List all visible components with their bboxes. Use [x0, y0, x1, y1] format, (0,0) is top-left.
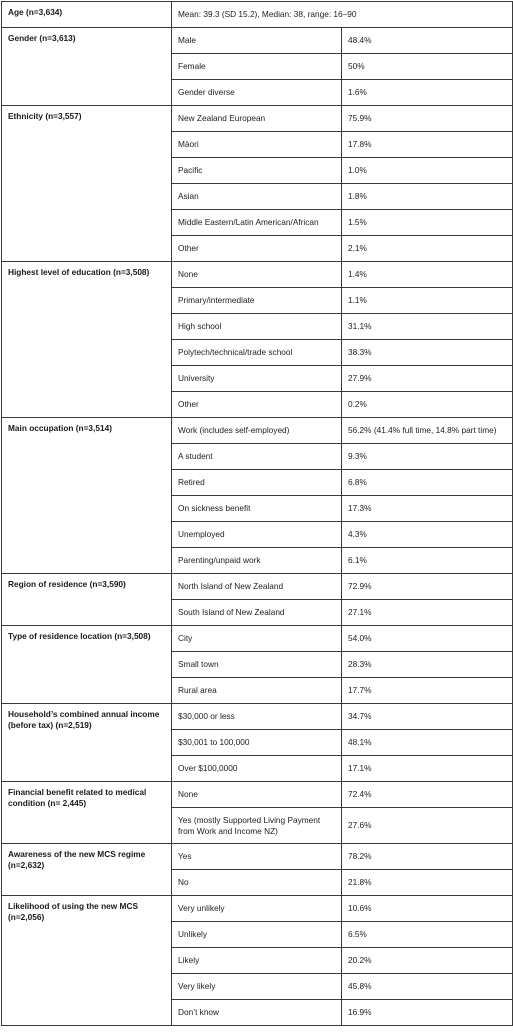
value-cell: 17.7% [342, 678, 513, 704]
category-cell: None [172, 782, 342, 808]
value-cell: 1.1% [342, 288, 513, 314]
row-label: Awareness of the new MCS regime (n=2,632) [2, 844, 172, 896]
demographics-table [1, 1, 513, 1026]
category-cell: Likely [172, 948, 342, 974]
value-cell: 34.7% [342, 704, 513, 730]
row-label: Household’s combined annual income (before tax) (n=2,519) [2, 704, 172, 782]
category-cell: Work (includes self-employed) [172, 418, 342, 444]
table-row [2, 106, 513, 132]
value-cell: 48.4% [342, 28, 513, 54]
table-row [2, 844, 513, 870]
category-cell: Māori [172, 132, 342, 158]
demographics-table-body [2, 2, 513, 1026]
row-label: Ethnicity (n=3,557) [2, 106, 172, 262]
value-cell: 28.3% [342, 652, 513, 678]
category-cell: Middle Eastern/Latin American/African [172, 210, 342, 236]
category-cell: Don’t know [172, 1000, 342, 1026]
row-label: Type of residence location (n=3,508) [2, 626, 172, 704]
category-cell: A student [172, 444, 342, 470]
value-cell: 16.9% [342, 1000, 513, 1026]
value-cell: 10.6% [342, 896, 513, 922]
value-cell: 4.3% [342, 522, 513, 548]
value-cell: 78.2% [342, 844, 513, 870]
row-label: Highest level of education (n=3,508) [2, 262, 172, 418]
value-cell: 27.1% [342, 600, 513, 626]
value-cell: 72.9% [342, 574, 513, 600]
category-cell: $30,001 to 100,000 [172, 730, 342, 756]
category-cell: Unlikely [172, 922, 342, 948]
table-row [2, 782, 513, 808]
table-row [2, 418, 513, 444]
value-cell: 6.5% [342, 922, 513, 948]
value-cell: 48.1% [342, 730, 513, 756]
value-cell: 6.8% [342, 470, 513, 496]
value-cell: 75.9% [342, 106, 513, 132]
value-cell: 1.0% [342, 158, 513, 184]
category-cell: Gender diverse [172, 80, 342, 106]
category-cell: High school [172, 314, 342, 340]
category-cell: Retired [172, 470, 342, 496]
category-cell: Parenting/unpaid work [172, 548, 342, 574]
row-label: Age (n=3,634) [2, 2, 172, 28]
category-cell: Yes (mostly Supported Living Payment from Work and Income NZ) [172, 808, 342, 844]
row-label: Gender (n=3,613) [2, 28, 172, 106]
table-row [2, 574, 513, 600]
category-cell: Yes [172, 844, 342, 870]
category-cell: Unemployed [172, 522, 342, 548]
category-cell: Rural area [172, 678, 342, 704]
category-cell: North Island of New Zealand [172, 574, 342, 600]
category-cell: $30,000 or less [172, 704, 342, 730]
value-cell: 27.6% [342, 808, 513, 844]
value-cell: 20.2% [342, 948, 513, 974]
category-cell: Other [172, 392, 342, 418]
category-cell: Polytech/technical/trade school [172, 340, 342, 366]
value-cell: 17.3% [342, 496, 513, 522]
value-cell: 50% [342, 54, 513, 80]
value-cell: 17.8% [342, 132, 513, 158]
value-cell: 6.1% [342, 548, 513, 574]
value-cell: 1.5% [342, 210, 513, 236]
table-row [2, 704, 513, 730]
category-cell: University [172, 366, 342, 392]
row-label: Financial benefit related to medical condition (n= 2,445) [2, 782, 172, 844]
value-cell: 2.1% [342, 236, 513, 262]
value-cell: 17.1% [342, 756, 513, 782]
row-label: Region of residence (n=3,590) [2, 574, 172, 626]
value-cell: 27.9% [342, 366, 513, 392]
category-cell: Male [172, 28, 342, 54]
value-cell: 21.8% [342, 870, 513, 896]
value-cell: 1.6% [342, 80, 513, 106]
table-row [2, 2, 513, 28]
category-cell: Over $100,0000 [172, 756, 342, 782]
value-cell: 0.2% [342, 392, 513, 418]
value-cell: 31.1% [342, 314, 513, 340]
row-label: Main occupation (n=3,514) [2, 418, 172, 574]
category-cell: Primary/intermediate [172, 288, 342, 314]
table-row [2, 28, 513, 54]
category-cell: Small town [172, 652, 342, 678]
value-cell: 72.4% [342, 782, 513, 808]
category-cell: South Island of New Zealand [172, 600, 342, 626]
value-cell: 1.4% [342, 262, 513, 288]
category-cell: Pacific [172, 158, 342, 184]
table-row [2, 262, 513, 288]
category-cell: No [172, 870, 342, 896]
category-cell: None [172, 262, 342, 288]
table-row [2, 896, 513, 922]
category-cell: City [172, 626, 342, 652]
category-cell: Other [172, 236, 342, 262]
category-cell: Female [172, 54, 342, 80]
value-cell: 45.8% [342, 974, 513, 1000]
row-label: Likelihood of using the new MCS (n=2,056) [2, 896, 172, 1026]
category-cell: Asian [172, 184, 342, 210]
value-cell: 56.2% (41.4% full time, 14.8% part time) [342, 418, 513, 444]
age-summary: Mean: 39.3 (SD 15.2), Median: 38, range: 16–90 [172, 2, 513, 28]
value-cell: 38.3% [342, 340, 513, 366]
value-cell: 9.3% [342, 444, 513, 470]
category-cell: On sickness benefit [172, 496, 342, 522]
category-cell: New Zealand European [172, 106, 342, 132]
category-cell: Very unlikely [172, 896, 342, 922]
table-row [2, 626, 513, 652]
value-cell: 1.8% [342, 184, 513, 210]
value-cell: 54.0% [342, 626, 513, 652]
category-cell: Very likely [172, 974, 342, 1000]
